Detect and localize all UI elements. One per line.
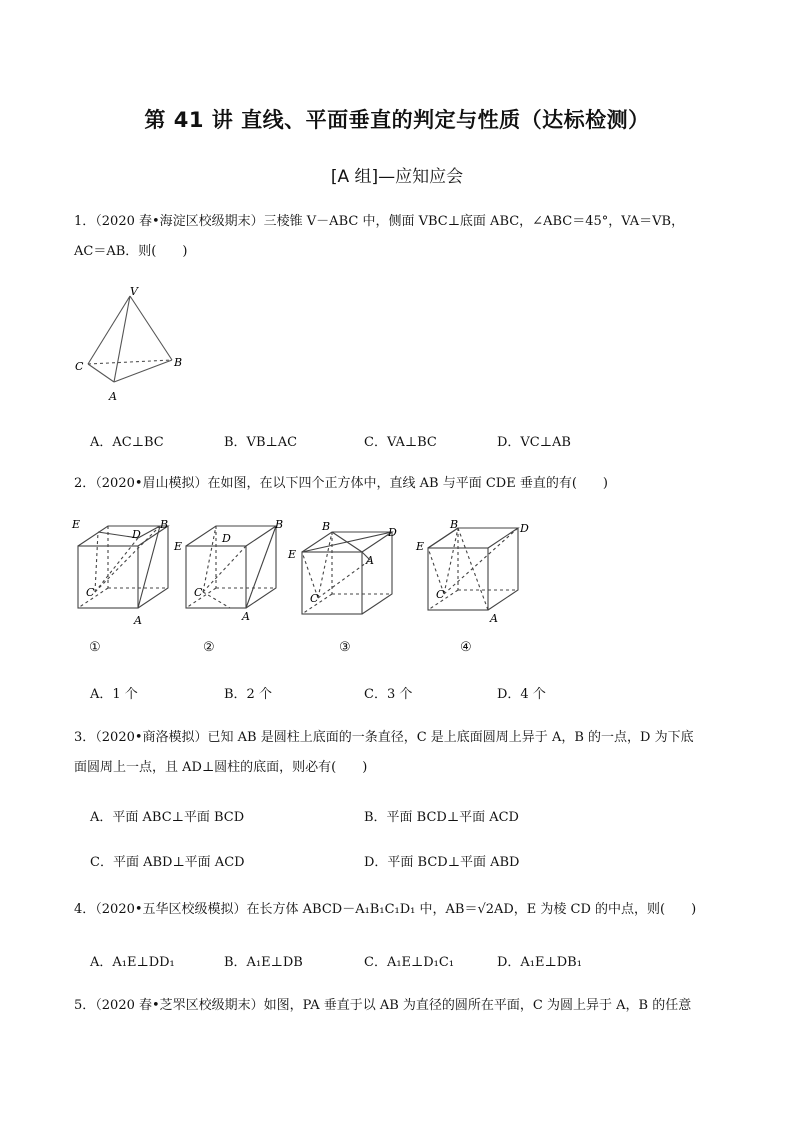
cube-3-label-b: B: [322, 520, 331, 533]
cube-2-label-d: D: [222, 532, 231, 545]
cube-3-label-e: E: [288, 548, 297, 561]
question-3-option-c: C．平面 ABD⊥平面 ACD: [90, 855, 245, 870]
question-1-option-a: A．AC⊥BC: [90, 435, 164, 450]
question-1-line-1: 1．（2020 春•海淀区校级期末）三棱锥 V－ABC 中，侧面 VBC⊥底面 ABC，∠ABC＝45°，VA＝VB，: [74, 214, 685, 229]
vertex-label-b: B: [174, 356, 183, 369]
cube-3-label-d: D: [388, 526, 397, 539]
cube-2-label-c: C: [194, 586, 203, 599]
question-2-option-d: D．4 个: [497, 687, 546, 702]
cube-number-1: ①: [89, 640, 101, 655]
question-3-line-1: 3．（2020•商洛模拟）已知 AB 是圆柱上底面的一条直径，C 是上底面圆周上异于 A，B 的一点，D 为下底: [74, 730, 694, 745]
question-5-line-1: 5．（2020 春•芝罘区校级期末）如图，PA 垂直于以 AB 为直径的圆所在平面，C 为圆上异于 A，B 的任意: [74, 998, 692, 1013]
cube-3-label-c: C: [310, 592, 319, 605]
cube-1-label-d: D: [132, 528, 141, 541]
question-3-option-d: D．平面 BCD⊥平面 ABD: [364, 855, 520, 870]
cube-4-label-a: A: [490, 612, 498, 625]
cube-2-label-e: E: [174, 540, 183, 553]
question-4-option-c: C．A₁E⊥D₁C₁: [364, 955, 455, 970]
question-1-option-c: C．VA⊥BC: [364, 435, 437, 450]
cube-4-label-c: C: [436, 588, 445, 601]
question-2-option-c: C．3 个: [364, 687, 413, 702]
question-4-line-1: 4．（2020•五华区校级模拟）在长方体 ABCD－A₁B₁C₁D₁ 中，AB＝√2AD，E 为棱 CD 的中点，则( ): [74, 902, 697, 917]
cube-number-3: ③: [339, 640, 351, 655]
question-2-option-a: A．1 个: [90, 687, 138, 702]
cube-4-label-b: B: [450, 518, 459, 531]
question-4-option-b: B．A₁E⊥DB: [224, 955, 303, 970]
cube-2-label-b: B: [275, 518, 284, 531]
section-subtitle: [A 组]—应知应会: [330, 167, 464, 187]
page-title: 第 41 讲 直线、平面垂直的判定与性质（达标检测）: [144, 108, 650, 132]
cube-4-label-e: E: [416, 540, 425, 553]
cube-2-label-a: A: [242, 610, 250, 623]
cube-number-2: ②: [203, 640, 215, 655]
cube-1-label-e: E: [72, 518, 81, 531]
question-2-option-b: B．2 个: [224, 687, 272, 702]
question-3-option-a: A．平面 ABC⊥平面 BCD: [90, 810, 245, 825]
question-1-option-d: D．VC⊥AB: [497, 435, 571, 450]
question-2-line-1: 2．（2020•眉山模拟）在如图，在以下四个正方体中，直线 AB 与平面 CDE 垂直的有( ): [74, 476, 608, 491]
question-1-line-2: AC＝AB．则( ): [74, 244, 188, 259]
cube-1-label-a: A: [134, 614, 142, 627]
cube-3-label-a: A: [366, 554, 374, 567]
vertex-label-v: V: [130, 286, 138, 298]
cube-4-label-d: D: [520, 522, 529, 535]
question-3-option-b: B．平面 BCD⊥平面 ACD: [364, 810, 519, 825]
tetrahedron-figure: [72, 286, 192, 406]
question-1-option-b: B．VB⊥AC: [224, 435, 298, 450]
question-3-line-2: 面圆周上一点，且 AD⊥圆柱的底面，则必有( ): [74, 760, 368, 775]
cube-number-4: ④: [460, 640, 472, 655]
vertex-label-a: A: [109, 390, 117, 403]
question-4-option-d: D．A₁E⊥DB₁: [497, 955, 582, 970]
cube-1-label-c: C: [86, 586, 95, 599]
vertex-label-c: C: [75, 360, 84, 373]
cube-1-label-b: B: [160, 518, 169, 531]
question-4-option-a: A．A₁E⊥DD₁: [90, 955, 175, 970]
four-cubes-figure: [70, 514, 550, 634]
